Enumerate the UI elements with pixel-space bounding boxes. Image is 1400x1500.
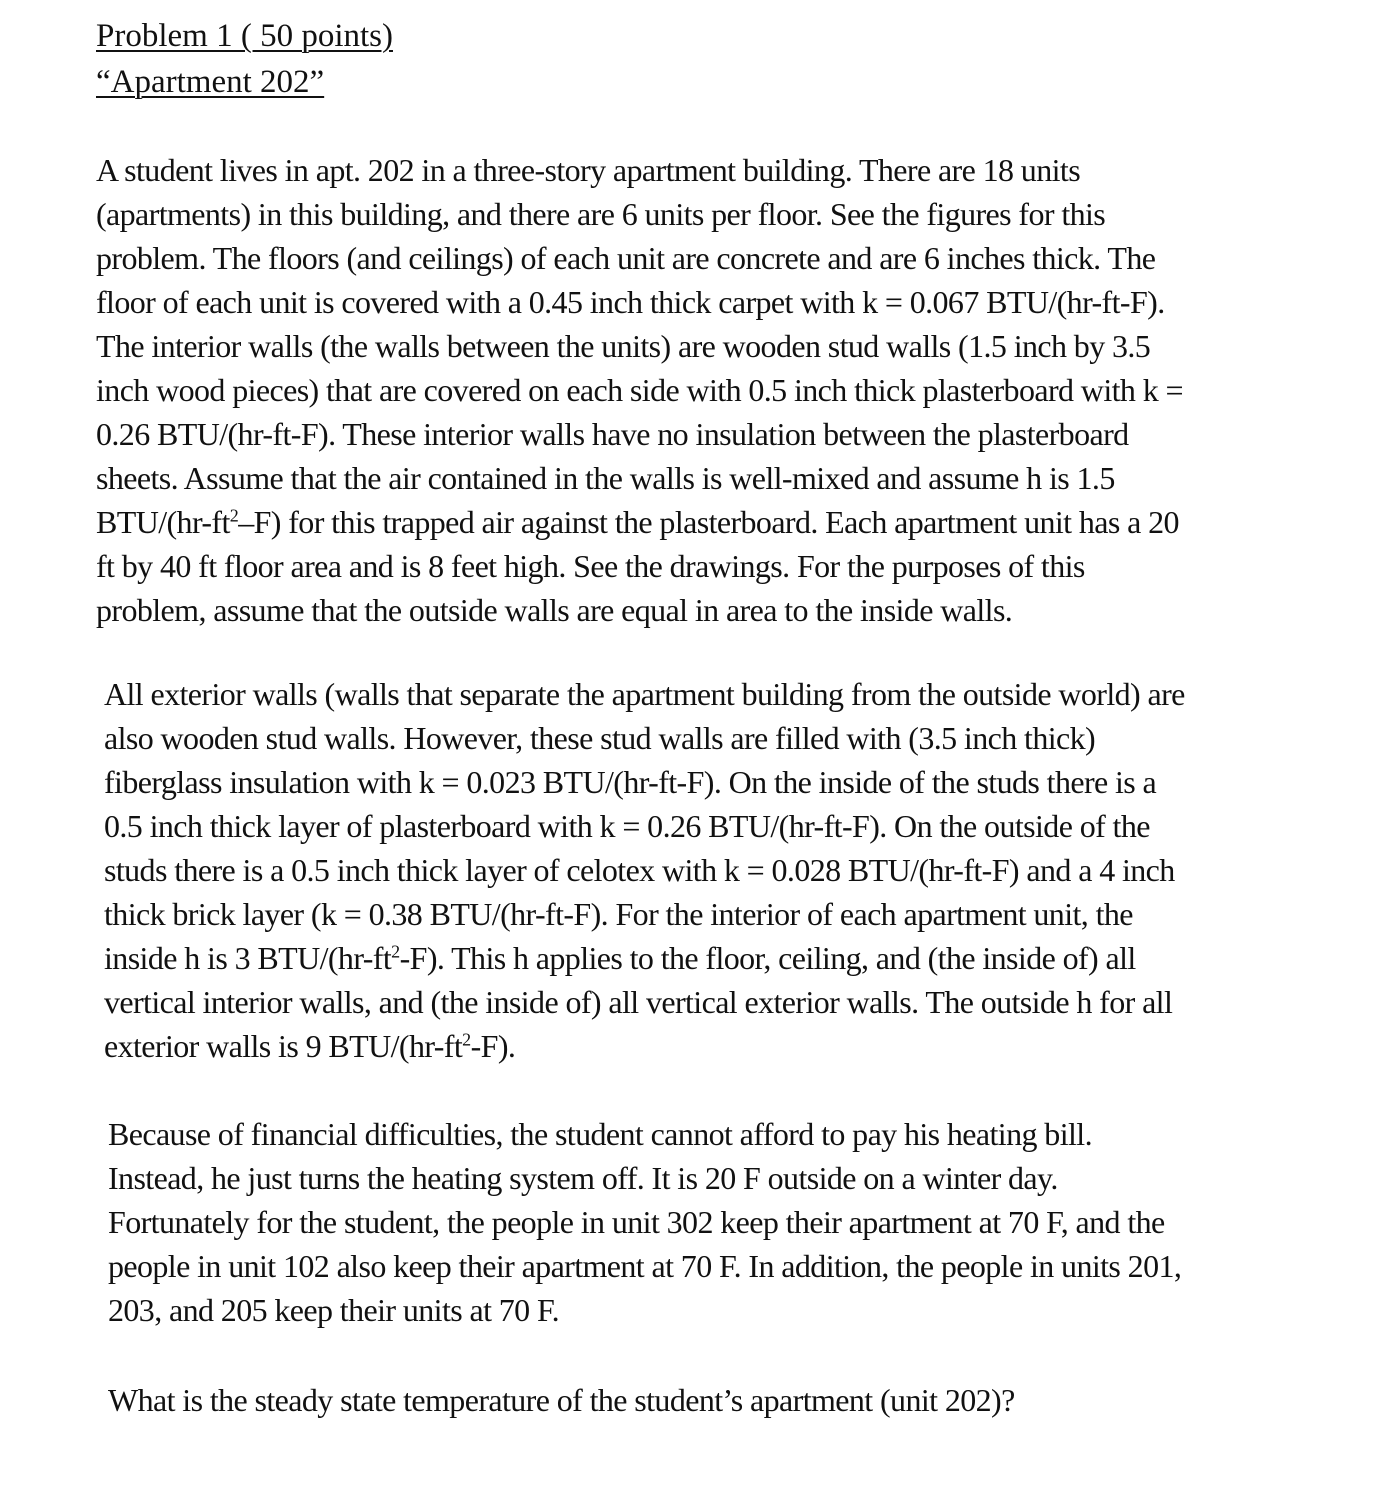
text-line: A student lives in apt. 202 in a three-story apartment building. There are 18 units	[96, 152, 1081, 188]
text-line: problem. The floors (and ceilings) of each unit are concrete and are 6 inches thick. The	[96, 240, 1156, 276]
text-line: thick brick layer (k = 0.38 BTU/(hr-ft-F). For the interior of each apartment unit, the	[104, 896, 1133, 932]
text-line: All exterior walls (walls that separate the apartment building from the outside world) are	[104, 676, 1185, 712]
question-text: What is the steady state temperature of the student’s apartment (unit 202)?	[108, 1382, 1015, 1418]
text-fragment: BTU/(hr-ft	[96, 504, 230, 540]
paragraph-scenario	[108, 1112, 1288, 1332]
text-line: studs there is a 0.5 inch thick layer of celotex with k = 0.028 BTU/(hr-ft-F) and a 4 inch	[104, 852, 1175, 888]
text-line	[96, 500, 1276, 544]
text-line: 203, and 205 keep their units at 70 F.	[108, 1292, 560, 1328]
text-line: sheets. Assume that the air contained in the walls is well-mixed and assume h is 1.5	[96, 460, 1115, 496]
text-line: vertical interior walls, and (the inside of) all vertical exterior walls. The outside h for all	[104, 984, 1173, 1020]
paragraph-exterior-walls	[104, 672, 1284, 1068]
text-fragment: -F).	[470, 1028, 516, 1064]
text-line: fiberglass insulation with k = 0.023 BTU/(hr-ft-F). On the inside of the studs there is a	[104, 764, 1157, 800]
text-line: floor of each unit is covered with a 0.45 inch thick carpet with k = 0.067 BTU/(hr-ft-F).	[96, 284, 1165, 320]
text-line: 0.26 BTU/(hr-ft-F). These interior walls have no insulation between the plasterboard	[96, 416, 1129, 452]
superscript: 2	[391, 941, 400, 962]
text-line: people in unit 102 also keep their apartment at 70 F. In addition, the people in units 201,	[108, 1248, 1182, 1284]
text-line	[104, 1024, 1284, 1068]
text-line: 0.5 inch thick layer of plasterboard with k = 0.26 BTU/(hr-ft-F). On the outside of the	[104, 808, 1150, 844]
text-line: problem, assume that the outside walls are equal in area to the inside walls.	[96, 592, 1013, 628]
text-line: also wooden stud walls. However, these stud walls are filled with (3.5 inch thick)	[104, 720, 1096, 756]
problem-title: Problem 1 ( 50 points)	[96, 18, 393, 54]
text-line: Fortunately for the student, the people in unit 302 keep their apartment at 70 F, and the	[108, 1204, 1165, 1240]
text-line: The interior walls (the walls between the units) are wooden stud walls (1.5 inch by 3.5	[96, 328, 1151, 364]
text-line: Instead, he just turns the heating system off. It is 20 F outside on a winter day.	[108, 1160, 1058, 1196]
superscript: 2	[229, 505, 239, 526]
text-fragment: exterior walls is 9 BTU/(hr-ft	[104, 1028, 463, 1064]
text-line: (apartments) in this building, and there are 6 units per floor. See the figures for this	[96, 196, 1106, 232]
problem-subtitle: “Apartment 202”	[96, 64, 325, 100]
question-paragraph	[108, 1378, 1288, 1422]
superscript: 2	[462, 1029, 471, 1050]
text-line: inch wood pieces) that are covered on each side with 0.5 inch thick plasterboard with k =	[96, 372, 1183, 408]
text-fragment: inside h is 3 BTU/(hr-ft	[104, 940, 392, 976]
text-line: Because of financial difficulties, the student cannot afford to pay his heating bill.	[108, 1116, 1092, 1152]
paragraph-building-description	[96, 148, 1276, 632]
text-line: ft by 40 ft floor area and is 8 feet high. See the drawings. For the purposes of this	[96, 548, 1085, 584]
text-fragment: -F). This h applies to the floor, ceiling, and (the inside of) all	[399, 940, 1136, 976]
text-fragment: –F) for this trapped air against the plasterboard. Each apartment unit has a 20	[238, 504, 1179, 540]
text-line	[104, 936, 1284, 980]
